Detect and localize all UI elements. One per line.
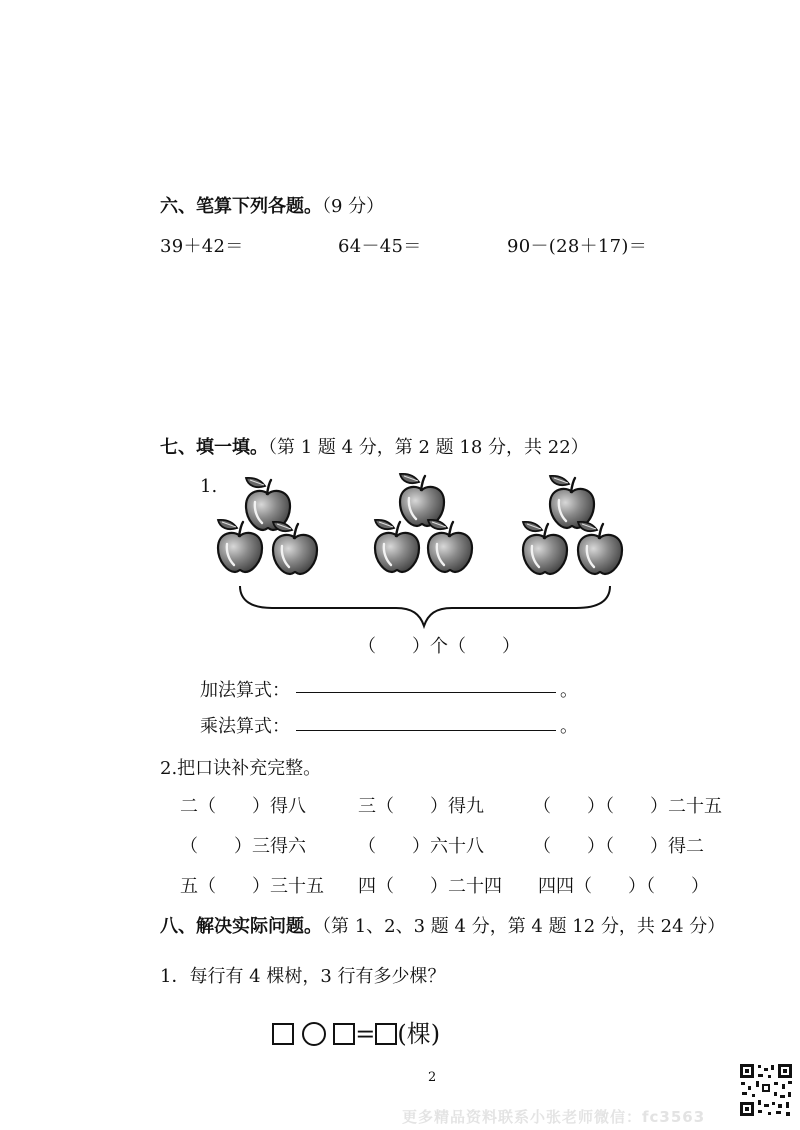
rhyme-3-1: 五（ ）三十五 (180, 876, 324, 897)
rhyme-1-2: 三（ ）得九 (358, 796, 484, 817)
expression-2: 64－45＝ (338, 236, 422, 257)
qr-code-icon (738, 1062, 794, 1118)
question-7-1-number: 1. (200, 476, 218, 497)
apple-icon (273, 522, 317, 574)
expression-3: 90－(28＋17)＝ (507, 236, 648, 257)
rhyme-2-1: （ ）三得六 (180, 836, 306, 857)
apple-icon (550, 476, 594, 528)
addition-answer-line[interactable] (296, 692, 556, 693)
apple-group-2 (375, 474, 472, 572)
apple-group-1 (218, 478, 317, 574)
section-7-title: 七、填一填。 (160, 437, 268, 458)
multiplication-label: 乘法算式： (200, 716, 290, 737)
multiplication-end-mark: 。 (560, 716, 578, 737)
rhyme-2-2: （ ）六十八 (358, 836, 484, 857)
question-7-2-title: 2.把口诀补充完整。 (160, 758, 322, 779)
answer-formula (272, 1014, 440, 1049)
rhyme-1-1: 二（ ）得八 (180, 796, 306, 817)
answer-box-3[interactable] (375, 1023, 397, 1045)
footer-watermark: 更多精品资料联系小张老师微信：fc3563 (402, 1108, 706, 1126)
apple-groups-illustration (200, 460, 650, 635)
apple-group-3 (523, 476, 622, 574)
rhyme-2-3: （ ）（ ）得二 (533, 836, 704, 857)
unit-label: (棵) (397, 1020, 441, 1048)
page-number: 2 (428, 1070, 437, 1085)
rhyme-3-3: 四四（ ）（ ） (538, 876, 709, 897)
answer-box-2[interactable] (333, 1023, 355, 1045)
apple-icon (578, 522, 622, 574)
section-7-points: （第 1 题 4 分，第 2 题 18 分，共 22） (268, 437, 589, 458)
section-6-heading (160, 192, 384, 218)
multiplication-answer-line[interactable] (296, 730, 556, 731)
apple-icon (400, 474, 444, 526)
brace-caption: （ ）个（ ） (358, 636, 520, 657)
section-6-points: （9 分） (322, 196, 385, 217)
curly-brace (240, 586, 610, 626)
question-8-1-text: 1．每行有 4 棵树，3 行有多少棵？ (160, 966, 446, 987)
section-6-title: 六、笔算下列各题。 (160, 196, 322, 217)
apple-icon (375, 520, 419, 572)
section-8-points: （第 1、2、3 题 4 分，第 4 题 12 分，共 24 分） (322, 916, 726, 937)
apple-icon (523, 522, 567, 574)
addition-label: 加法算式： (200, 680, 290, 701)
answer-box-1[interactable] (272, 1023, 294, 1045)
operator-circle[interactable] (302, 1022, 326, 1046)
expression-1: 39＋42＝ (160, 236, 244, 257)
equals-sign: = (355, 1020, 376, 1048)
addition-end-mark: 。 (560, 680, 578, 701)
section-8-title: 八、解决实际问题。 (160, 916, 322, 937)
rhyme-3-2: 四（ ）二十四 (358, 876, 502, 897)
rhyme-1-3: （ ）（ ）二十五 (533, 796, 722, 817)
section-8-heading (160, 912, 725, 938)
apple-icon (428, 520, 472, 572)
section-7-heading (160, 433, 589, 459)
